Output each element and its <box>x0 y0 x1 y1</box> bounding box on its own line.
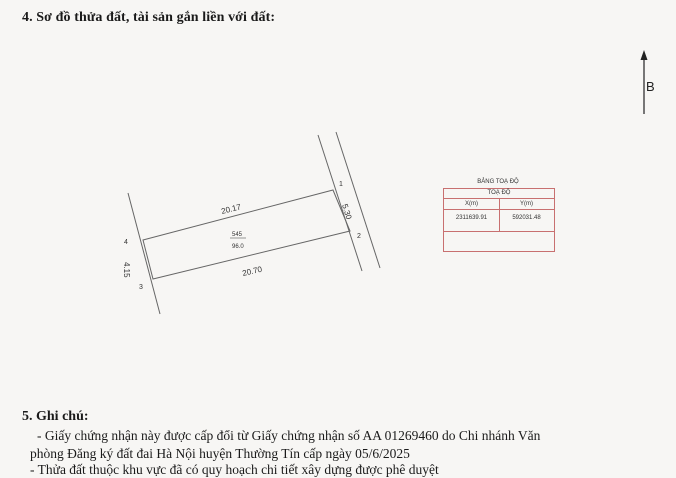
coord-table-box <box>443 188 555 252</box>
parcel-area: 96.0 <box>232 244 244 250</box>
edge-left-label: 4.15 <box>122 262 131 278</box>
section-5-heading: 5. Ghi chú: <box>22 409 89 424</box>
point-2-label: 2 <box>357 233 361 240</box>
parcel-boundary <box>128 132 380 314</box>
point-4-label: 4 <box>124 239 128 246</box>
coord-row1-y: 592031.48 <box>512 215 541 221</box>
coord-table-subtitle: TOẠ ĐỘ <box>487 190 511 196</box>
note-line-2: phòng Đăng ký đất đai Hà Nội huyện Thường Tín cấp ngày 05/6/2025 <box>30 446 410 461</box>
point-1-label: 1 <box>339 181 343 188</box>
north-label: B <box>646 79 655 94</box>
coord-col-x: X(m) <box>465 201 478 207</box>
coord-row1-x: 2311639.91 <box>455 215 488 221</box>
point-3-label: 3 <box>139 284 143 291</box>
note-line-3: - Thửa đất thuộc khu vực đã có quy hoạch chi tiết xây dựng được phê duyệt <box>30 462 439 477</box>
parcel-number: 545 <box>232 232 243 238</box>
edge-top-label: 20.17 <box>220 202 242 216</box>
edge-right-label: 5.30 <box>340 202 354 221</box>
coord-col-y: Y(m) <box>520 201 533 207</box>
section-4-heading: 4. Sơ đồ thửa đất, tài sản gắn liền với đất: <box>22 10 276 25</box>
edge-bottom-label: 20.70 <box>241 264 263 278</box>
note-line-1: - Giấy chứng nhận này được cấp đổi từ Giấy chứng nhận số AA 01269460 do Chi nhánh Văn <box>37 428 541 443</box>
coord-table-title: BẢNG TOẠ ĐỘ <box>477 179 519 185</box>
